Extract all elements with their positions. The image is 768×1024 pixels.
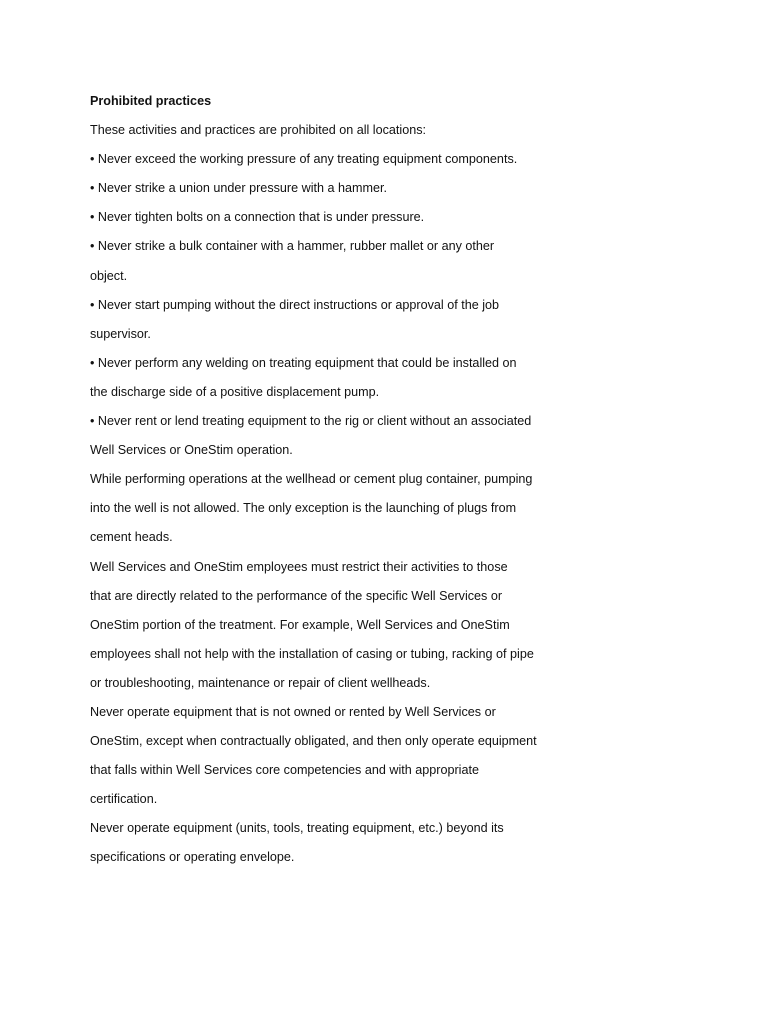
text-line: into the well is not allowed. The only exception is the launching of plugs from [90, 501, 517, 516]
text-line: OneStim, except when contractually obligated, and then only operate equipment [90, 734, 537, 749]
text-line: object. [90, 268, 128, 283]
text-line: While performing operations at the wellhead or cement plug container, pumping [90, 472, 533, 487]
text-line: the discharge side of a positive displacement pump. [90, 384, 380, 399]
text-line: that are directly related to the performance of the specific Well Services or [90, 588, 503, 603]
text-line: Well Services and OneStim employees must restrict their activities to those [90, 559, 508, 574]
text-line: specifications or operating envelope. [90, 850, 295, 865]
text-line: Never operate equipment that is not owned or rented by Well Services or [90, 704, 496, 719]
text-line: Never operate equipment (units, tools, treating equipment, etc.) beyond its [90, 821, 504, 836]
text-line: • Never strike a union under pressure with a hammer. [90, 181, 387, 196]
text-line: • Never rent or lend treating equipment to the rig or client without an associated [90, 414, 532, 429]
text-line: supervisor. [90, 326, 151, 341]
text-line: • Never exceed the working pressure of any treating equipment components. [90, 152, 518, 167]
text-line: • Never tighten bolts on a connection that is under pressure. [90, 210, 425, 225]
text-line: • Never start pumping without the direct instructions or approval of the job [90, 297, 500, 312]
text-line: These activities and practices are prohibited on all locations: [90, 123, 427, 138]
text-line: certification. [90, 792, 158, 807]
text-line: employees shall not help with the installation of casing or tubing, racking of pipe [90, 646, 534, 661]
document-page [90, 87, 560, 873]
text-line: cement heads. [90, 530, 173, 545]
document-title: Prohibited practices [90, 94, 212, 108]
text-line: OneStim portion of the treatment. For example, Well Services and OneStim [90, 617, 510, 632]
text-line: Well Services or OneStim operation. [90, 443, 293, 458]
text-line: • Never perform any welding on treating equipment that could be installed on [90, 355, 517, 370]
text-line: • Never strike a bulk container with a hammer, rubber mallet or any other [90, 239, 495, 254]
text-line: that falls within Well Services core competencies and with appropriate [90, 763, 479, 778]
text-line: or troubleshooting, maintenance or repair of client wellheads. [90, 675, 431, 690]
